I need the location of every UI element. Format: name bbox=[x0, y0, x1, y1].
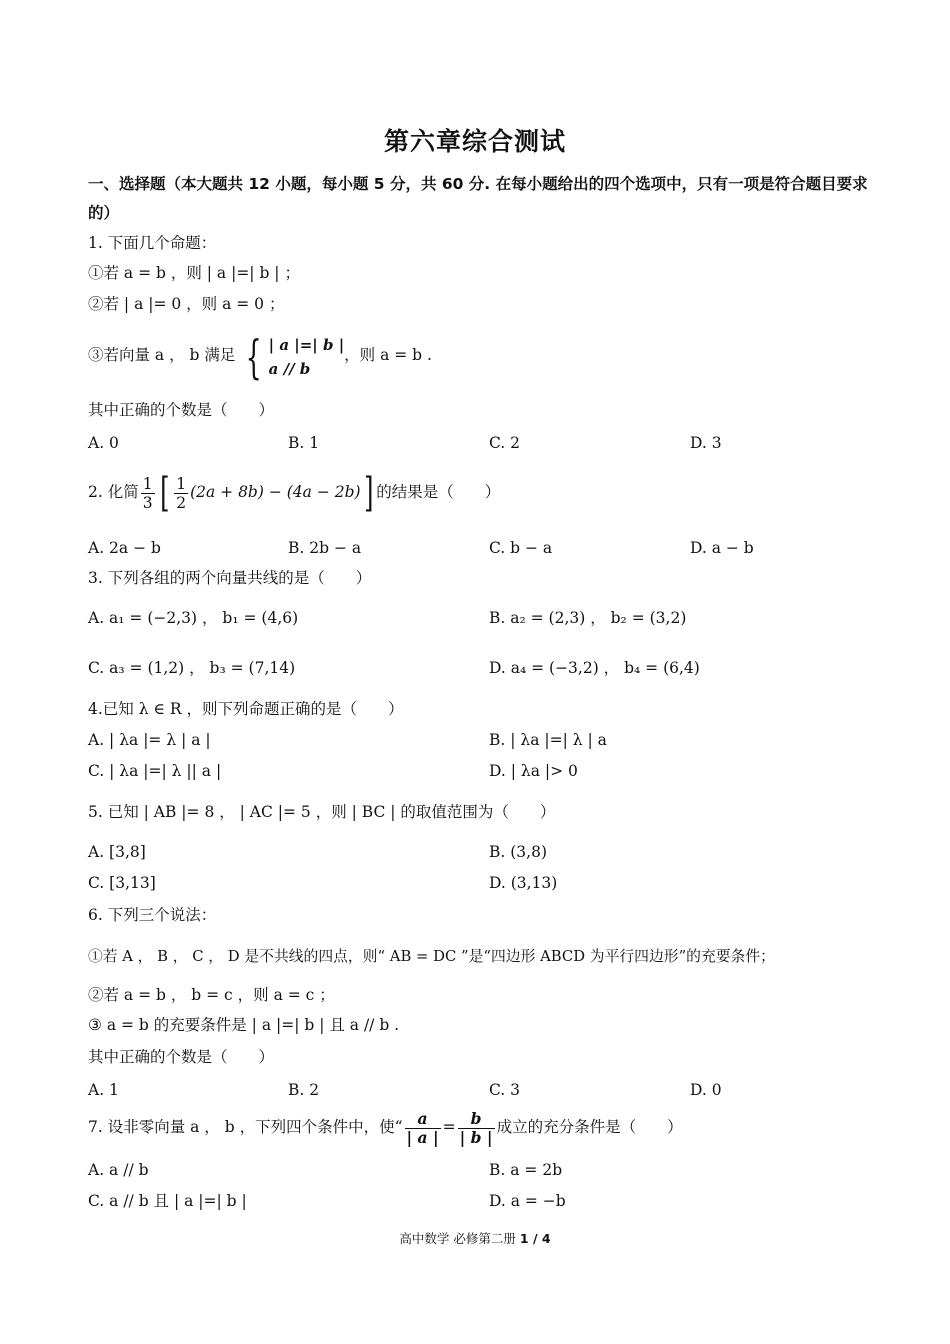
q7-option-b[interactable]: B. a = 2b bbox=[489, 1161, 563, 1179]
q2-expression: (2a + 8b) − (4a − 2b) bbox=[190, 483, 361, 501]
q5-stem: 5. 已知 | AB |= 8 ， | AC |= 5 ，则 | BC | 的取值范围为（ ） bbox=[88, 803, 556, 821]
q7-option-c[interactable]: C. a // b 且 | a |=| b | bbox=[88, 1192, 247, 1210]
q1-condition-row-2: a // b bbox=[268, 360, 311, 378]
q1-s3-pre: ③若向量 a ， b 满足 bbox=[88, 346, 236, 364]
q4-stem: 4.已知 λ ∈ R ，则下列命题正确的是（ ） bbox=[88, 700, 404, 718]
q6-option-d[interactable]: D. 0 bbox=[690, 1081, 722, 1099]
q3-option-c[interactable]: C. a₃ = (1,2) ， b₃ = (7,14) bbox=[88, 659, 296, 677]
q2-option-a[interactable]: A. 2a − b bbox=[88, 539, 161, 557]
q7-equals: = bbox=[442, 1118, 456, 1136]
q2-stem: 2. 化简 $\frac{1}{3}$ [ $\frac{1}{2}$ (2a + 8b) − (4a − 2b)] 的结果是（ ） bbox=[88, 470, 501, 516]
q5-option-c[interactable]: C. [3,13] bbox=[88, 874, 156, 892]
q1-option-c[interactable]: C. 2 bbox=[489, 434, 521, 452]
q7-option-d[interactable]: D. a = −b bbox=[489, 1192, 566, 1210]
page-number: 1 / 4 bbox=[519, 1231, 551, 1246]
q7-stem bbox=[88, 1106, 683, 1148]
q6-ask: 其中正确的个数是（ ） bbox=[88, 1048, 275, 1066]
q6-option-b[interactable]: B. 2 bbox=[288, 1081, 320, 1099]
q1-ask: 其中正确的个数是（ ） bbox=[88, 401, 275, 419]
q5-option-a[interactable]: A. [3,8] bbox=[88, 843, 146, 861]
q2-fraction-third: $\frac{1}{3}$ bbox=[142, 474, 153, 512]
q3-option-b[interactable]: B. a₂ = (2,3) ， b₂ = (3,2) bbox=[489, 609, 687, 627]
q7-fraction-a: $\frac{a}{| a |}$ bbox=[406, 1108, 439, 1147]
q6-statement-1: ①若 A ， B ， C ， D 是不共线的四点，则“ AB = DC ”是“四边形 ABCD 为平行四边形”的充要条件； bbox=[88, 948, 775, 965]
q7-fraction-b: $\frac{b}{| b |}$ bbox=[459, 1108, 493, 1147]
q4-option-c[interactable]: C. | λa |=| λ || a | bbox=[88, 762, 222, 780]
q6-option-c[interactable]: C. 3 bbox=[489, 1081, 521, 1099]
q6-option-a[interactable]: A. 1 bbox=[88, 1081, 119, 1099]
q2-pre: 2. 化简 bbox=[88, 483, 139, 501]
q1-stem: 1. 下面几个命题： bbox=[88, 234, 217, 252]
q2-fraction-half: $\frac{1}{2}$ bbox=[176, 474, 187, 512]
q2-option-b[interactable]: B. 2b − a bbox=[288, 539, 362, 557]
q3-stem: 3. 下列各组的两个向量共线的是（ ） bbox=[88, 569, 372, 587]
q6-statement-3: ③ a = b 的充要条件是 | a |=| b | 且 a // b . bbox=[88, 1016, 400, 1034]
q1-option-a[interactable]: A. 0 bbox=[88, 434, 119, 452]
section-heading: 一、选择题（本大题共 12 小题，每小题 5 分，共 60 分. 在每小题给出的四个选项中，只有一项是符合题目要求的） bbox=[88, 175, 868, 222]
page-footer bbox=[0, 1229, 950, 1247]
q2-post: 的结果是（ ） bbox=[376, 483, 501, 501]
footer-text: 高中数学 必修第二册 bbox=[399, 1231, 516, 1246]
q1-option-d[interactable]: D. 3 bbox=[690, 434, 722, 452]
q3-option-a[interactable]: A. a₁ = (−2,3) ， b₁ = (4,6) bbox=[88, 609, 299, 627]
q2-option-c[interactable]: C. b − a bbox=[489, 539, 553, 557]
q4-option-b[interactable]: B. | λa |=| λ | a bbox=[489, 731, 607, 749]
q1-statement-3 bbox=[88, 330, 432, 384]
q4-option-d[interactable]: D. | λa |> 0 bbox=[489, 762, 578, 780]
q5-option-b[interactable]: B. (3,8) bbox=[489, 843, 547, 861]
q1-statement-2: ②若 | a |= 0 ，则 a = 0 ； bbox=[88, 295, 285, 313]
q7-pre: 7. 设非零向量 a ， b ，下列四个条件中，使“ bbox=[88, 1118, 403, 1136]
q7-post: 成立的充分条件是（ ） bbox=[496, 1118, 683, 1136]
q1-condition-row-1: | a |=| b | bbox=[268, 336, 345, 354]
q1-option-b[interactable]: B. 1 bbox=[288, 434, 320, 452]
q4-option-a[interactable]: A. | λa |= λ | a | bbox=[88, 731, 211, 749]
q6-stem: 6. 下列三个说法： bbox=[88, 906, 217, 924]
q1-condition-system: { | a |=| b | a // b bbox=[245, 330, 345, 384]
q2-option-d[interactable]: D. a − b bbox=[690, 539, 754, 557]
page-title: 第六章综合测试 bbox=[383, 127, 566, 156]
q3-option-d[interactable]: D. a₄ = (−3,2) ， b₄ = (6,4) bbox=[489, 659, 700, 677]
q1-s3-post: ，则 a = b . bbox=[344, 346, 432, 364]
q1-statement-1: ①若 a = b ，则 | a |=| b | ； bbox=[88, 264, 300, 282]
q7-option-a[interactable]: A. a // b bbox=[88, 1161, 149, 1179]
q6-statement-2: ②若 a = b ， b = c ，则 a = c ； bbox=[88, 986, 335, 1004]
q5-option-d[interactable]: D. (3,13) bbox=[489, 874, 558, 892]
